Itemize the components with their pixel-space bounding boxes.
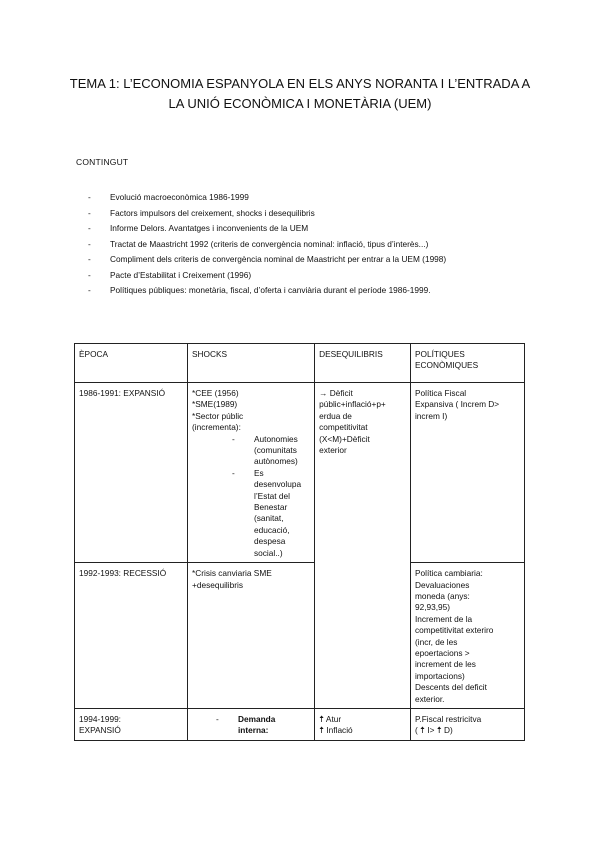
list-item: - Informe Delors. Avantatges i inconvenients de la UEM bbox=[88, 223, 309, 233]
row1-shocks: *CEE (1956) *SME(1989) *Sector públic (incrementa): - Autonomies (comunitats autònomes) - Es desenvolupa l’Estat del Benestar (sanitat, educació, despesa social..) bbox=[188, 383, 315, 563]
row3-shocks bbox=[188, 708, 315, 740]
list-item: - Tractat de Maastricht 1992 (criteris de convergència nominal: inflació, tipus d’interès...) bbox=[88, 238, 429, 249]
document-title bbox=[60, 74, 540, 114]
up-arrow-icon: 🠅 bbox=[319, 725, 325, 736]
row1-epoca: 1986-1991: EXPANSIÓ bbox=[75, 383, 188, 563]
list-item: - Factors impulsors del creixement, shocks i desequilibris bbox=[88, 207, 315, 218]
economy-table bbox=[74, 343, 525, 741]
contingut-heading: CONTINGUT bbox=[76, 157, 129, 167]
list-item: - Polítiques públiques: monetària, fiscal, d’oferta i canviària durant el període 1986-1999. bbox=[88, 285, 431, 295]
row3-epoca: 1994-1999: EXPANSIÓ bbox=[75, 708, 188, 740]
list-item: - Evolució macroeconòmica 1986-1999 bbox=[88, 192, 249, 202]
up-arrow-icon: 🠅 bbox=[319, 713, 325, 724]
row2-epoca: 1992-1993: RECESSIÓ bbox=[75, 563, 188, 709]
contents-list bbox=[88, 190, 446, 299]
table-row bbox=[75, 708, 525, 740]
list-item: - Compliment dels criteris de convergència nominal de Maastricht per entrar a la UEM (1998) bbox=[88, 254, 447, 264]
table-row bbox=[75, 383, 525, 563]
sub-item: - Es desenvolupa l’Estat del Benestar (sanitat, educació, despesa social..) bbox=[232, 467, 302, 558]
header-epoca: ÈPOCA bbox=[75, 344, 188, 383]
sub-item: - Autonomies (comunitats autònomes) bbox=[232, 433, 298, 467]
header-desequilibris: DESEQUILIBRIS bbox=[315, 344, 411, 383]
row1-politiques: Política Fiscal Expansiva ( Increm D> increm I) bbox=[410, 383, 524, 563]
row2-shocks: *Crisis canviaria SME +desequilibris bbox=[188, 563, 315, 709]
row3-politiques: P.Fiscal restricitva ( 🠅 I> 🠅 D) bbox=[410, 708, 524, 740]
list-item: - Pacte d’Estabilitat i Creixement (1996) bbox=[88, 269, 252, 280]
row3-desequilibris: 🠅 Atur 🠅 Inflació bbox=[315, 708, 411, 740]
row1-desequilibris: → Dèficit públic+inflació+p+ erdua de competitivitat (X<M)+Dèficit exterior bbox=[315, 383, 411, 709]
title-line-1: TEMA 1: L’ECONOMIA ESPANYOLA EN ELS ANYS NORANTA I L’ENTRADA A bbox=[69, 76, 531, 91]
up-arrow-icon: 🠅 bbox=[420, 725, 425, 736]
header-politiques: POLÍTIQUES ECONÒMIQUES bbox=[410, 344, 524, 383]
up-arrow-icon: 🠅 bbox=[436, 725, 442, 736]
sub-item: - Demanda interna: bbox=[216, 713, 276, 736]
title-line-2: LA UNIÓ ECONÒMICA I MONETÀRIA (UEM) bbox=[168, 96, 432, 111]
table-header-row bbox=[75, 344, 525, 383]
table-row bbox=[75, 563, 525, 709]
header-shocks: SHOCKS bbox=[188, 344, 315, 383]
row2-politiques: Política cambiaria: Devaluaciones moneda (anys: 92,93,95) Increment de la competitivitat exteriro (incr, de les epoertacions > increment de les importacions) Descents del deficit exterior. bbox=[410, 563, 524, 709]
